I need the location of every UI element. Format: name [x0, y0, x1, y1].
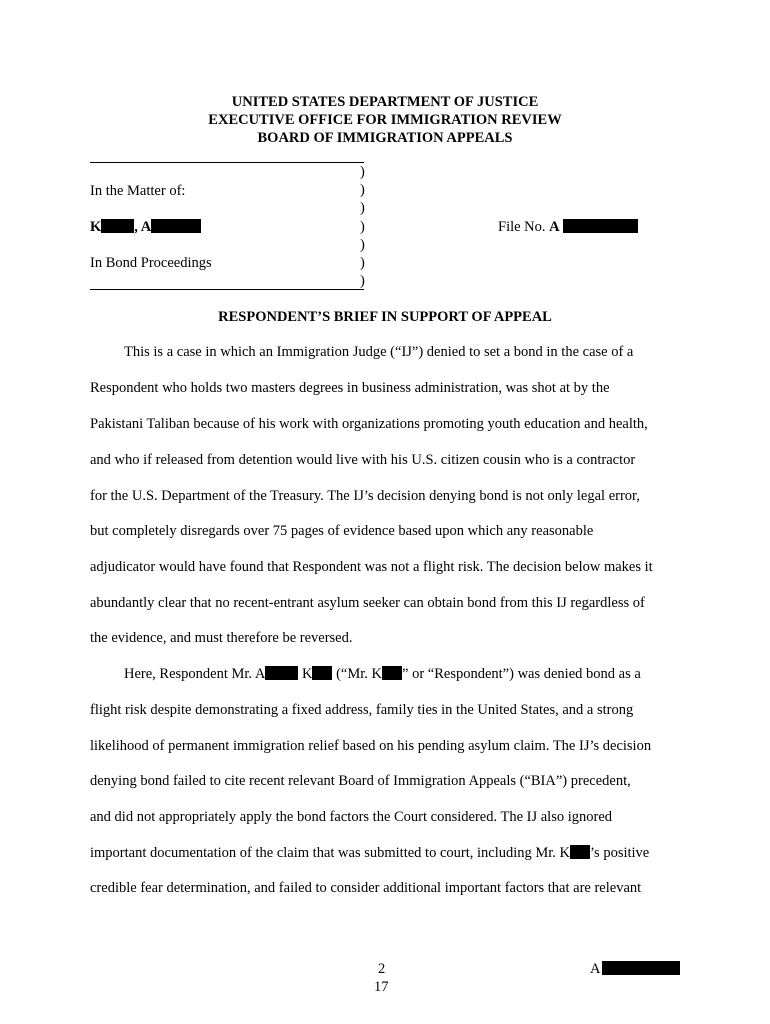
brief-title: RESPONDENT’S BRIEF IN SUPPORT OF APPEAL	[218, 309, 552, 325]
respondent-name	[90, 219, 201, 236]
caption-paren: )	[360, 237, 365, 253]
body-line: adjudicator would have found that Respondent was not a flight risk. The decision below makes it	[90, 559, 653, 575]
body-line: the evidence, and must therefore be reversed.	[90, 630, 353, 646]
caption-top-rule	[90, 162, 364, 163]
footer-file-number	[590, 961, 680, 978]
name-separator: , A	[134, 219, 152, 235]
redaction-block	[312, 666, 332, 680]
body-line: likelihood of permanent immigration relief based on his pending asylum claim. The IJ’s decision	[90, 738, 652, 754]
redaction-block	[101, 219, 134, 233]
body-line: Pakistani Taliban because of his work with organizations promoting youth education and health,	[90, 416, 648, 432]
body-line: denying bond failed to cite recent relevant Board of Immigration Appeals (“BIA”) precedent,	[90, 773, 631, 789]
redaction-block	[563, 219, 638, 233]
body-text: (“Mr. K	[336, 666, 383, 682]
body-line: This is a case in which an Immigration Judge (“IJ”) denied to set a bond in the case of a	[124, 344, 634, 360]
body-text: K	[301, 666, 313, 682]
body-line: abundantly clear that no recent-entrant asylum seeker can obtain bond from this IJ regardless of	[90, 595, 645, 611]
body-line	[124, 666, 641, 683]
caption-bottom-rule	[90, 289, 364, 290]
caption-paren: )	[360, 273, 365, 289]
footer-file-prefix: A	[590, 961, 601, 977]
body-line: and who if released from detention would live with his U.S. citizen cousin who is a contractor	[90, 452, 636, 468]
caption-paren: )	[360, 200, 365, 216]
body-line: Respondent who holds two masters degrees in business administration, was shot at by the	[90, 380, 610, 396]
body-line: credible fear determination, and failed to consider additional important factors that are relevant	[90, 880, 642, 896]
body-text: Here, Respondent Mr. A	[124, 666, 266, 682]
body-text: ’s positive	[590, 845, 650, 861]
file-prefix: A	[549, 219, 560, 235]
proceedings-label: In Bond Proceedings	[90, 255, 212, 271]
name-initial: K	[90, 219, 102, 235]
body-line: for the U.S. Department of the Treasury. The IJ’s decision denying bond is not only legal error,	[90, 488, 640, 504]
caption-paren: )	[360, 255, 365, 271]
file-label: File No.	[498, 219, 546, 235]
body-text: important documentation of the claim that was submitted to court, including Mr. K	[90, 845, 571, 861]
header-board: BOARD OF IMMIGRATION APPEALS	[257, 130, 513, 146]
redaction-block	[602, 961, 680, 975]
redaction-block	[151, 219, 201, 233]
redaction-block	[265, 666, 298, 680]
caption-paren: )	[360, 182, 365, 198]
sub-page-number: 17	[374, 979, 389, 995]
file-number	[498, 219, 638, 236]
body-line: but completely disregards over 75 pages of evidence based upon which any reasonable	[90, 523, 594, 539]
body-line: and did not appropriately apply the bond factors the Court considered. The IJ also ignored	[90, 809, 612, 825]
caption-paren: )	[360, 219, 365, 235]
matter-label: In the Matter of:	[90, 183, 186, 199]
redaction-block	[570, 845, 590, 859]
header-agency: UNITED STATES DEPARTMENT OF JUSTICE	[231, 94, 539, 110]
header-office: EXECUTIVE OFFICE FOR IMMIGRATION REVIEW	[208, 112, 562, 128]
body-line	[90, 845, 649, 862]
redaction-block	[382, 666, 402, 680]
body-line: flight risk despite demonstrating a fixed address, family ties in the United States, and a strong	[90, 702, 634, 718]
page-number: 2	[378, 961, 386, 977]
caption-paren: )	[360, 164, 365, 180]
body-text: ” or “Respondent”) was denied bond as a	[402, 666, 641, 682]
